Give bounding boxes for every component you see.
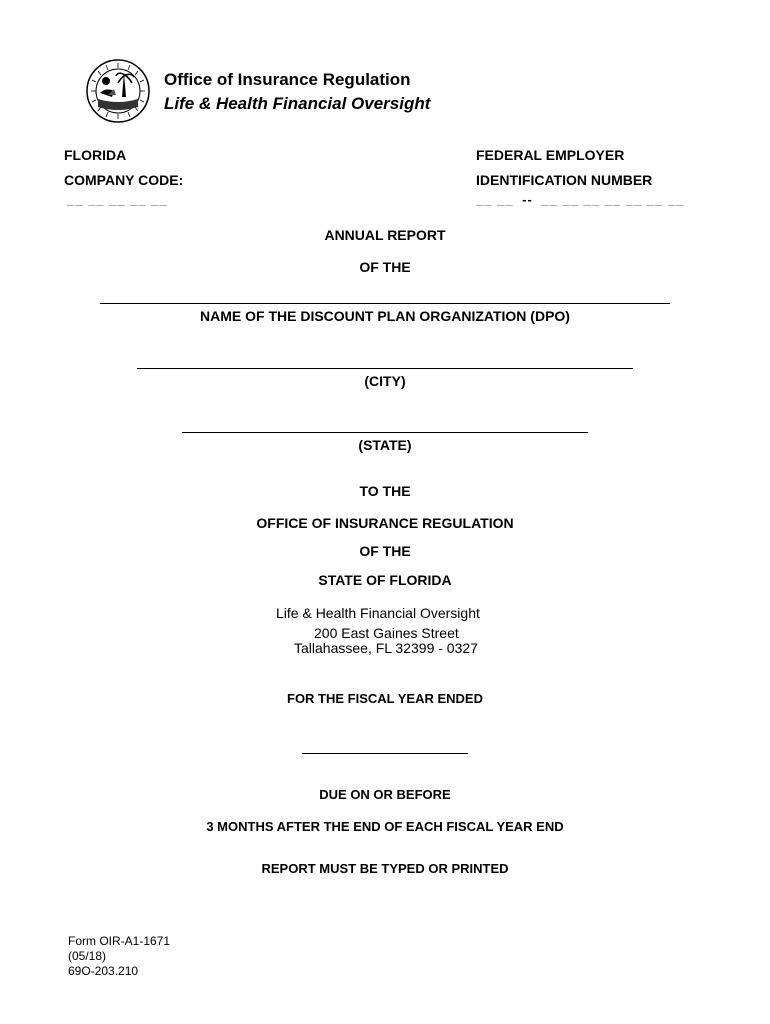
fein-blank-a: __ __ [476,192,514,206]
fein-label-line2: IDENTIFICATION NUMBER [476,172,653,188]
due-line-1: DUE ON OR BEFORE [319,787,451,802]
address-line-1: Life & Health Financial Oversight [276,605,480,621]
office-title: Office of Insurance Regulation [164,70,411,89]
florida-label: FLORIDA [64,147,127,163]
fein-field[interactable] [476,192,684,206]
form-footer [68,934,170,979]
address-line-2: 200 East Gaines Street [314,625,459,641]
dpo-name-label: NAME OF THE DISCOUNT PLAN ORGANIZATION (DPO) [200,308,570,324]
state-line[interactable] [182,432,588,433]
florida-seal-logo [86,59,150,123]
company-code-field[interactable] [67,192,168,206]
city-label: (CITY) [364,373,406,389]
annual-report-heading: ANNUAL REPORT [324,227,446,243]
of-the-heading-2: OF THE [359,543,411,559]
office-heading: OFFICE OF INSURANCE REGULATION [256,515,514,531]
address-line-3: Tallahassee, FL 32399 - 0327 [294,640,478,656]
fiscal-year-label: FOR THE FISCAL YEAR ENDED [287,691,483,706]
form-number: Form OIR-A1-1671 [68,934,171,948]
fein-separator: -- [522,192,533,206]
division-title: Life & Health Financial Oversight [164,94,431,113]
to-the-heading: TO THE [359,483,411,499]
state-of-florida-heading: STATE OF FLORIDA [318,572,452,588]
state-label: (STATE) [358,437,412,453]
form-date: (05/18) [68,949,107,963]
of-the-heading: OF THE [359,259,411,275]
fiscal-year-line[interactable] [302,753,468,754]
fein-blank-b: __ __ __ __ __ __ __ [541,192,685,206]
dpo-name-line[interactable] [100,303,670,304]
city-line[interactable] [137,368,633,369]
form-rule: 69O-203.210 [68,964,139,978]
typed-printed-notice: REPORT MUST BE TYPED OR PRINTED [261,861,509,876]
fein-label-line1: FEDERAL EMPLOYER [476,147,625,163]
due-line-2: 3 MONTHS AFTER THE END OF EACH FISCAL YEAR END [206,819,564,834]
company-code-label: COMPANY CODE: [64,172,184,188]
company-code-blank: __ __ __ __ __ [67,192,168,206]
